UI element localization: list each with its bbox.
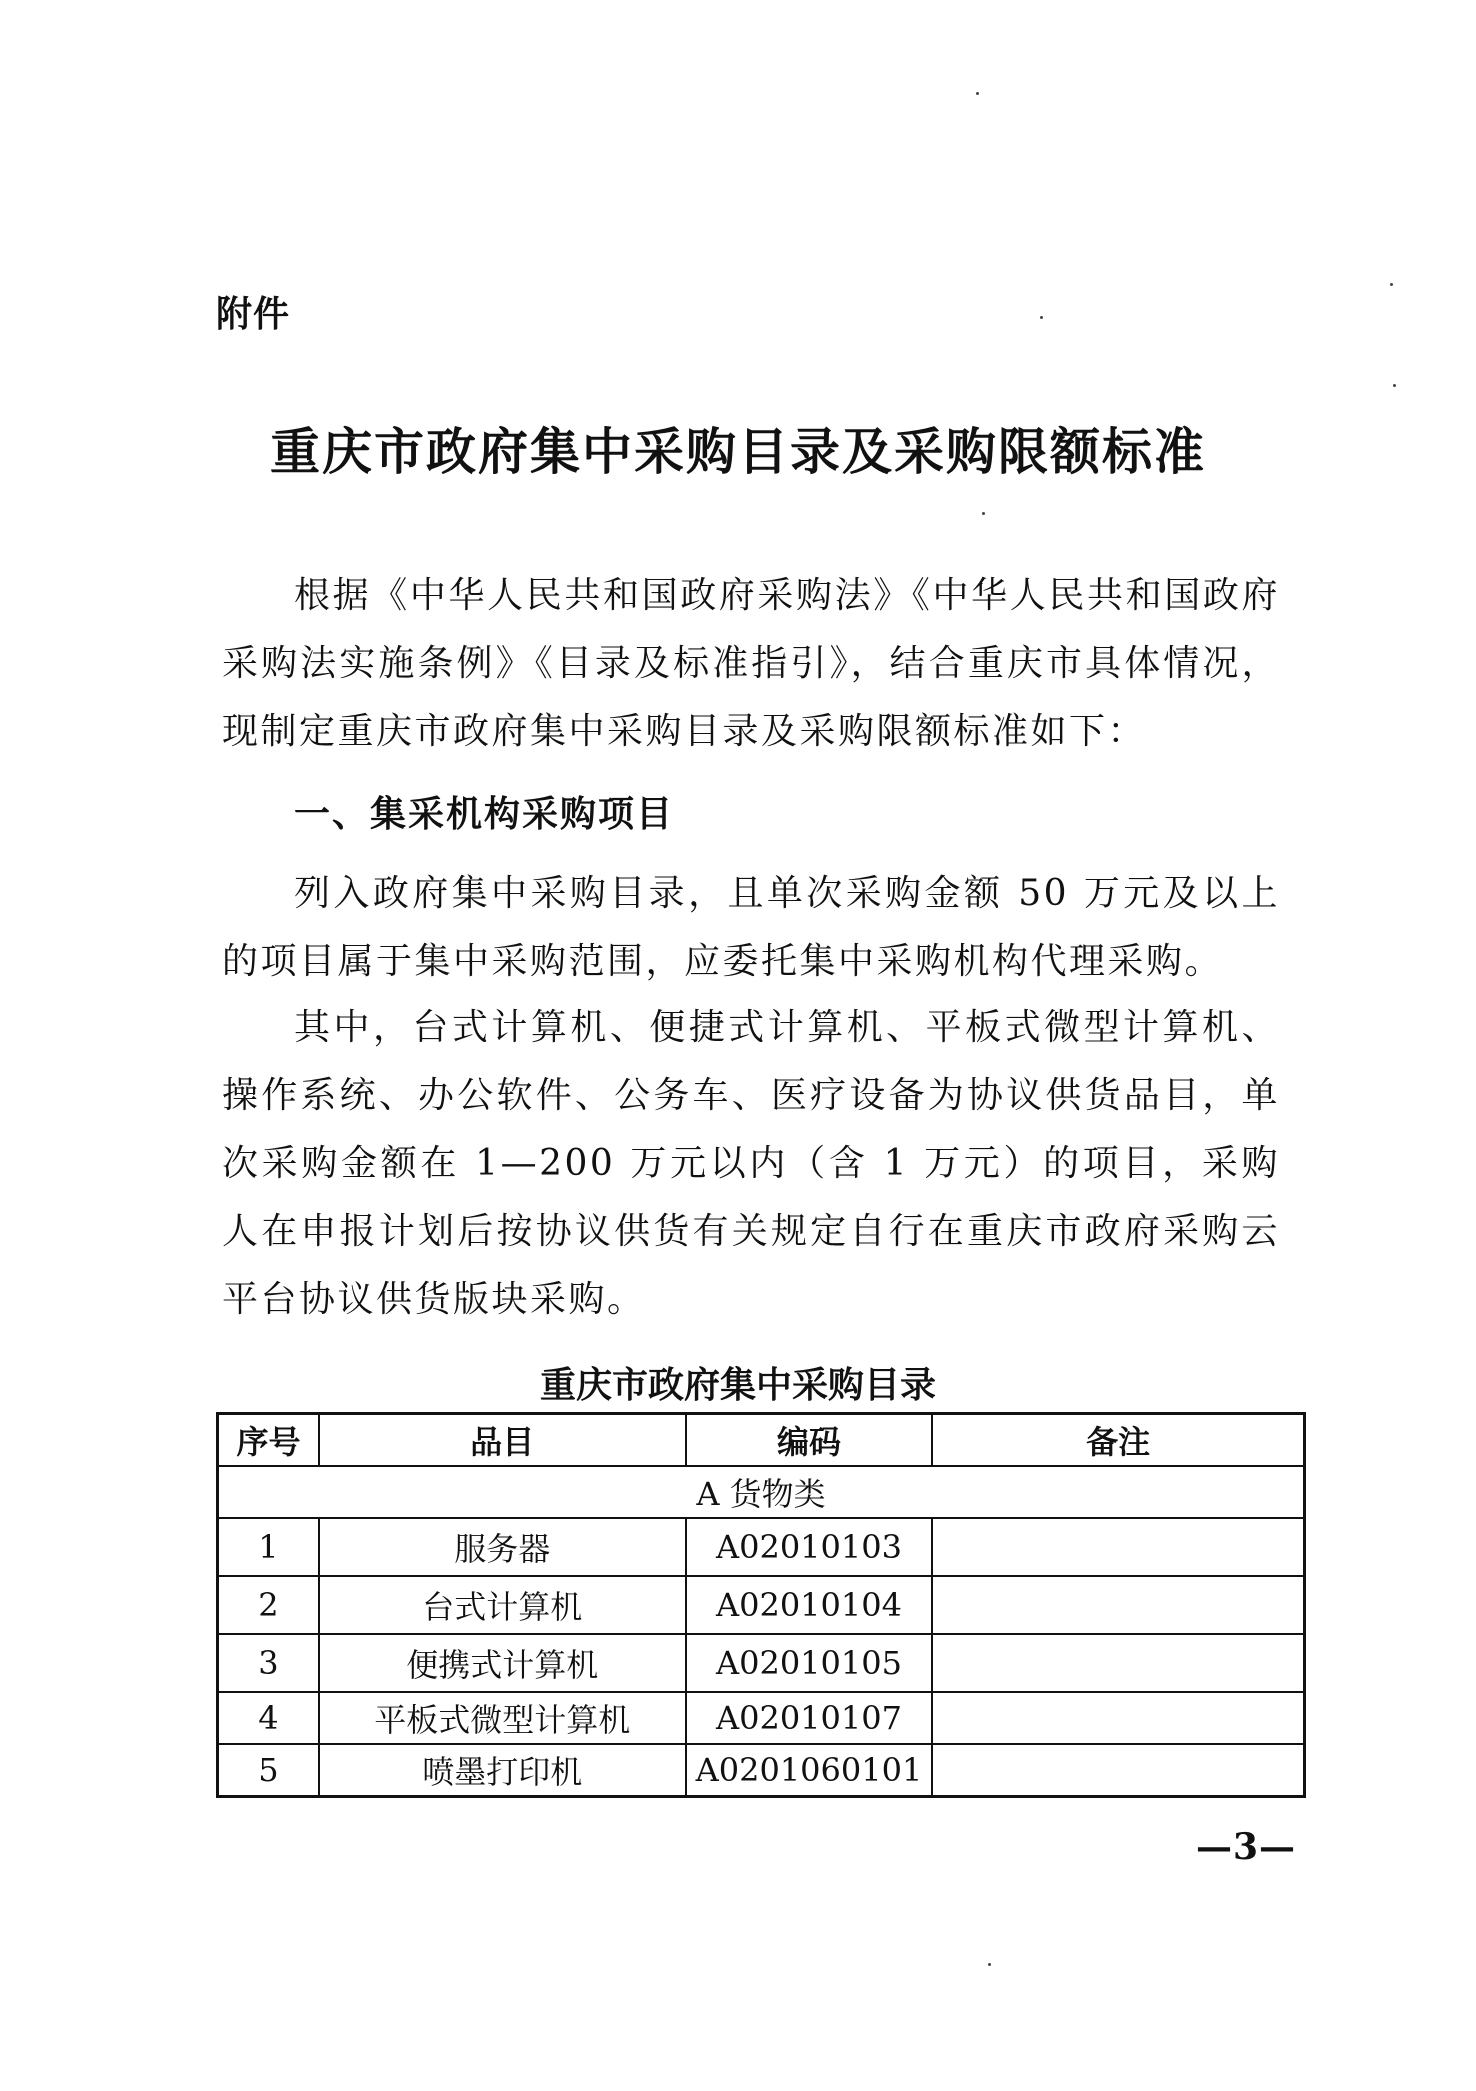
section-heading: 一、集采机构采购项目 [294,794,675,835]
cell-item: 平板式微型计算机 [319,1692,686,1744]
catalog-table [216,1412,1306,1798]
agreement-paragraph [222,994,1280,1334]
cell-item: 服务器 [319,1518,686,1576]
scan-speck [988,1963,991,1966]
cell-code: A02010104 [686,1576,933,1634]
header-item: 品目 [319,1414,686,1467]
cell-no: 5 [218,1744,319,1797]
scan-speck [982,512,985,515]
attachment-label: 附件 [216,294,291,335]
cell-item: 喷墨打印机 [319,1744,686,1797]
cell-code: A0201060101 [686,1744,933,1797]
cell-code: A02010107 [686,1692,933,1744]
agreement-text: 其中，台式计算机、便捷式计算机、平板式微型计算机、操作系统、办公软件、公务车、医疗设备为协议供货品目，单次采购金额在 1—200 万元以内（含 1 万元）的项目，采购人在申报计划后按协议供货有关规定自行在重庆市政府采购云平台协议供货版块采购。 [222,1007,1280,1320]
table-row [218,1634,1305,1692]
category-cell: A 货物类 [218,1466,1305,1518]
scan-speck [976,92,979,95]
scope-paragraph [222,860,1280,996]
cell-note [932,1634,1304,1692]
cell-note [932,1518,1304,1576]
table-row [218,1744,1305,1797]
cell-note [932,1692,1304,1744]
scan-speck [1393,384,1396,387]
scan-speck [1390,283,1393,286]
table-title: 重庆市政府集中采购目录 [539,1365,936,1406]
cell-no: 3 [218,1634,319,1692]
page-number: —3— [1196,1826,1297,1868]
intro-text: 根据《中华人民共和国政府采购法》《中华人民共和国政府采购法实施条例》《目录及标准指引》，结合重庆市具体情况，现制定重庆市政府集中采购目录及采购限额标准如下： [222,575,1280,752]
cell-no: 4 [218,1692,319,1744]
cell-code: A02010105 [686,1634,933,1692]
header-no: 序号 [218,1414,319,1467]
table-header-row [218,1414,1305,1467]
cell-note [932,1744,1304,1797]
scan-speck [1040,316,1043,319]
document-title: 重庆市政府集中采购目录及采购限额标准 [270,423,1206,481]
header-note: 备注 [932,1414,1304,1467]
cell-item: 台式计算机 [319,1576,686,1634]
table-row [218,1576,1305,1634]
cell-no: 2 [218,1576,319,1634]
intro-paragraph [222,562,1280,766]
cell-code: A02010103 [686,1518,933,1576]
category-row [218,1466,1305,1518]
cell-item: 便携式计算机 [319,1634,686,1692]
scope-text: 列入政府集中采购目录，且单次采购金额 50 万元及以上的项目属于集中采购范围，应委托集中采购机构代理采购。 [222,873,1280,982]
cell-note [932,1576,1304,1634]
header-code: 编码 [686,1414,933,1467]
cell-no: 1 [218,1518,319,1576]
table-row [218,1692,1305,1744]
table-row [218,1518,1305,1576]
